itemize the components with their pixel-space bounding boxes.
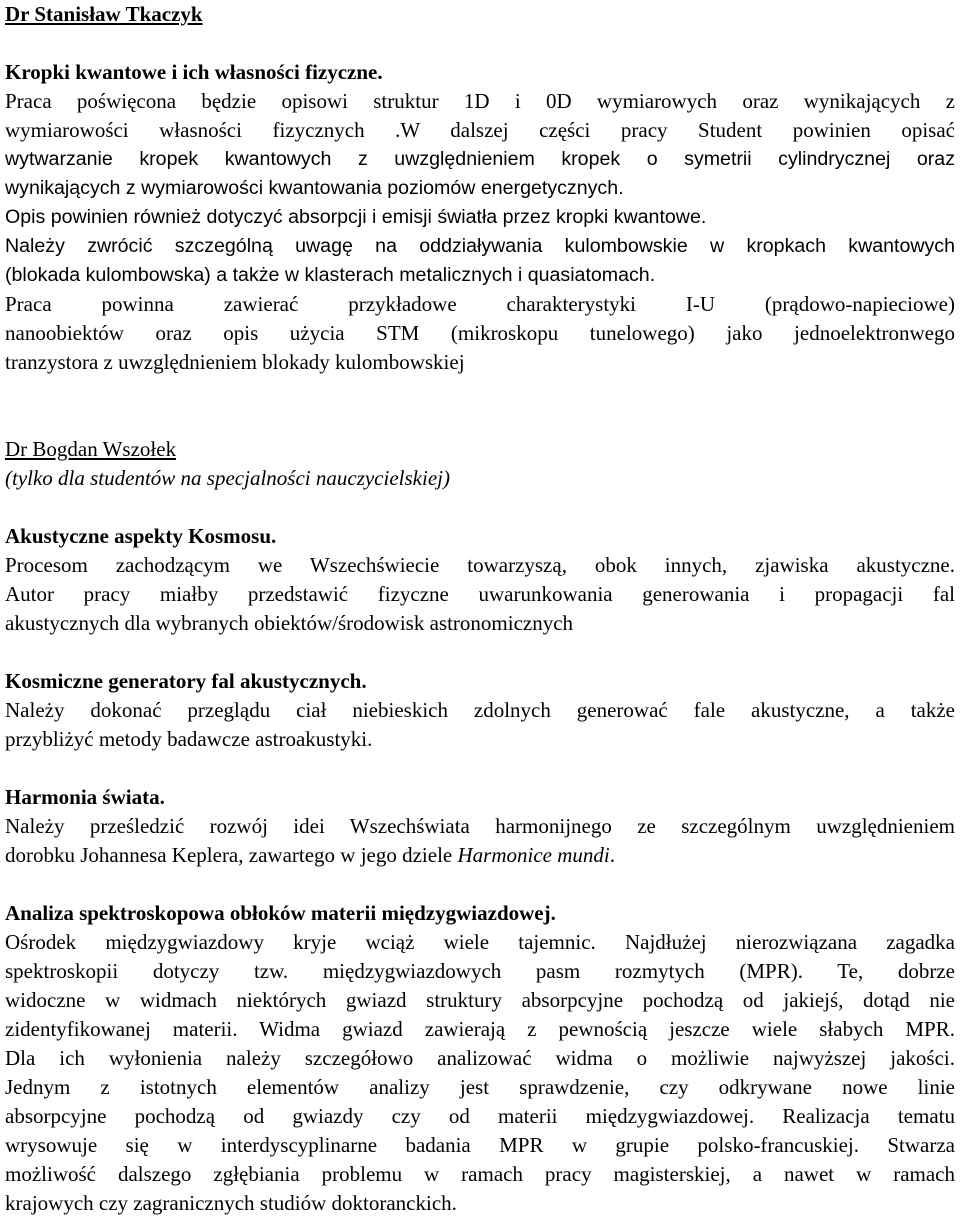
paragraph-line: nanoobiektów oraz opis użycia STM (mikroskopu tunelowego) jako jednoelektronwego xyxy=(5,321,955,345)
paragraph-line: wynikających z wymiarowości kwantowania poziomów energetycznych. xyxy=(5,177,624,199)
topic-title: Kosmiczne generatory fal akustycznych. xyxy=(5,669,367,693)
paragraph-line: wrysowuje się w interdyscyplinarne badania MPR w grupie polsko-francuskiej. Stwarza xyxy=(5,1133,955,1157)
supervisor-section-tkaczyk xyxy=(5,0,955,377)
topic-acoustic-generators xyxy=(5,667,955,754)
paragraph-line: możliwość dalszego zgłębiania problemu w ramach pracy magisterskiej, a nawet w ramach xyxy=(5,1162,955,1186)
supervisor-section-wszolek xyxy=(5,435,955,1218)
paragraph-line: krajowych czy zagranicznych studiów doktoranckich. xyxy=(5,1191,457,1215)
paragraph-line: widoczne w widmach niektórych gwiazd struktury absorpcyjne pochodzą od jakiejś, dotąd nie xyxy=(5,988,955,1012)
paragraph-line: Należy dokonać przeglądu ciał niebieskich zdolnych generować fale akustyczne, a także xyxy=(5,698,955,722)
spacer xyxy=(5,754,955,783)
topic-title: Kropki kwantowe i ich własności fizyczne. xyxy=(5,60,383,84)
paragraph-line: zidentyfikowanej materii. Widma gwiazd zawierają z pewnością jeszcze wiele słabych MPR. xyxy=(5,1017,955,1041)
topic-harmony xyxy=(5,783,955,870)
topic-acoustic-aspects xyxy=(5,522,955,638)
spacer xyxy=(5,493,955,522)
paragraph-line: Procesom zachodzącym we Wszechświecie towarzyszą, obok innych, zjawiska akustyczne. xyxy=(5,553,955,577)
paragraph-line: Jednym z istotnych elementów analizy jest sprawdzenie, czy odkrywane nowe linie xyxy=(5,1075,955,1099)
paragraph-line: Autor pracy miałby przedstawić fizyczne uwarunkowania generowania i propagacji fal xyxy=(5,582,955,606)
paragraph-line: Praca powinna zawierać przykładowe charakterystyki I-U (prądowo-napieciowe) xyxy=(5,292,955,316)
spacer xyxy=(5,29,955,58)
paragraph-line: Należy zwrócić szczególną uwagę na oddziaływania kulombowskie w kropkach kwantowych xyxy=(5,235,955,257)
paragraph-line: przybliżyć metody badawcze astroakustyki. xyxy=(5,727,373,751)
paragraph-line: Ośrodek międzygwiazdowy kryje wciąż wiele tajemnic. Najdłużej nierozwiązana zagadka xyxy=(5,930,955,954)
supervisor-name: Dr Stanisław Tkaczyk xyxy=(5,2,203,26)
paragraph-line: absorpcyjne pochodzą od gwiazdy czy od materii międzygwiazdowej. Realizacja tematu xyxy=(5,1104,955,1128)
paragraph-line: spektroskopii dotyczy tzw. międzygwiazdowych pasm rozmytych (MPR). Te, dobrze xyxy=(5,959,955,983)
paragraph-line xyxy=(5,841,955,870)
text-run: . xyxy=(609,843,615,867)
paragraph-line: wymiarowości własności fizycznych .W dalszej części pracy Student powinien opisać xyxy=(5,118,955,142)
book-title: Harmonice mundi xyxy=(457,843,610,867)
topic-title: Analiza spektroskopowa obłoków materii międzygwiazdowej. xyxy=(5,901,556,925)
topic-description xyxy=(5,87,955,377)
paragraph-line: Praca poświęcona będzie opisowi struktur 1D i 0D wymiarowych oraz wynikających z xyxy=(5,89,955,113)
topic-title: Harmonia świata. xyxy=(5,785,165,809)
spacer xyxy=(5,377,955,435)
paragraph-line: Dla ich wyłonienia należy szczegółowo analizować widma o możliwie najwyższej jakości. xyxy=(5,1046,955,1070)
paragraph-line: Należy prześledzić rozwój idei Wszechświata harmonijnego ze szczególnym uwzględnieniem xyxy=(5,814,955,838)
spacer xyxy=(5,870,955,899)
text-run: dorobku Johannesa Keplera, zawartego w jego dziele xyxy=(5,843,458,867)
document-page xyxy=(5,0,955,1218)
paragraph-line: akustycznych dla wybranych obiektów/środowisk astronomicznych xyxy=(5,611,574,635)
paragraph-line: (blokada kulombowska) a także w klasterach metalicznych i quasiatomach. xyxy=(5,264,656,286)
supervisor-name: Dr Bogdan Wszołek xyxy=(5,437,177,461)
topic-spectroscopy xyxy=(5,899,955,1218)
paragraph-line: tranzystora z uwzględnieniem blokady kulombowskiej xyxy=(5,350,465,374)
supervisor-note: (tylko dla studentów na specjalności nauczycielskiej) xyxy=(5,466,450,490)
paragraph-line: Opis powinien również dotyczyć absorpcji i emisji światła przez kropki kwantowe. xyxy=(5,206,707,228)
spacer xyxy=(5,638,955,667)
topic-title: Akustyczne aspekty Kosmosu. xyxy=(5,524,277,548)
paragraph-line: wytwarzanie kropek kwantowych z uwzględnieniem kropek o symetrii cylindrycznej oraz xyxy=(5,148,955,170)
